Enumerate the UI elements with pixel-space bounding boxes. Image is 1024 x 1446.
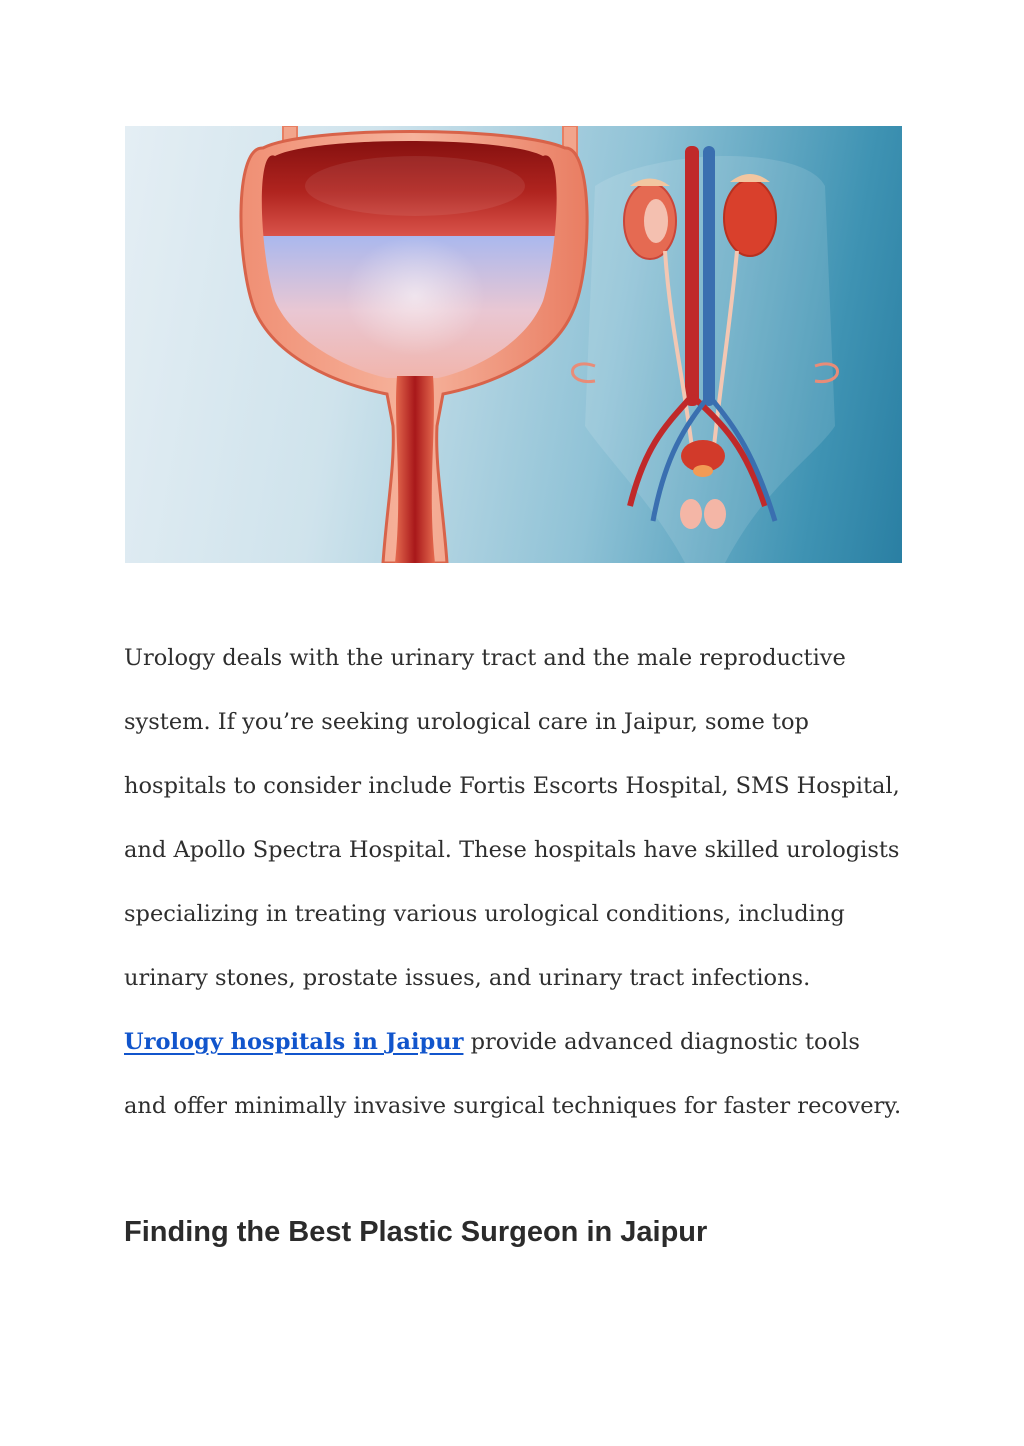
paragraph-line: urinary stones, prostate issues, and urinary tract infections. xyxy=(124,965,811,991)
paragraph-line: hospitals to consider include Fortis Escorts Hospital, SMS Hospital, xyxy=(124,773,900,799)
paragraph-text: provide advanced diagnostic tools xyxy=(463,1029,860,1055)
paragraph-line-with-link xyxy=(124,1010,914,1074)
section-heading: Finding the Best Plastic Surgeon in Jaipur xyxy=(124,1216,708,1248)
urology-hospitals-link[interactable]: Urology hospitals in Jaipur xyxy=(124,1029,464,1055)
urology-illustration xyxy=(125,126,902,563)
paragraph-line: and offer minimally invasive surgical techniques for faster recovery. xyxy=(124,1093,902,1119)
paragraph-line: system. If you’re seeking urological care in Jaipur, some top xyxy=(124,709,809,735)
paragraph-line: and Apollo Spectra Hospital. These hospitals have skilled urologists xyxy=(124,837,900,863)
intro-paragraph xyxy=(124,626,914,1138)
paragraph-line: specializing in treating various urological conditions, including xyxy=(124,901,845,927)
anatomy-drawing xyxy=(125,126,902,563)
paragraph-line: Urology deals with the urinary tract and the male reproductive xyxy=(124,645,846,671)
